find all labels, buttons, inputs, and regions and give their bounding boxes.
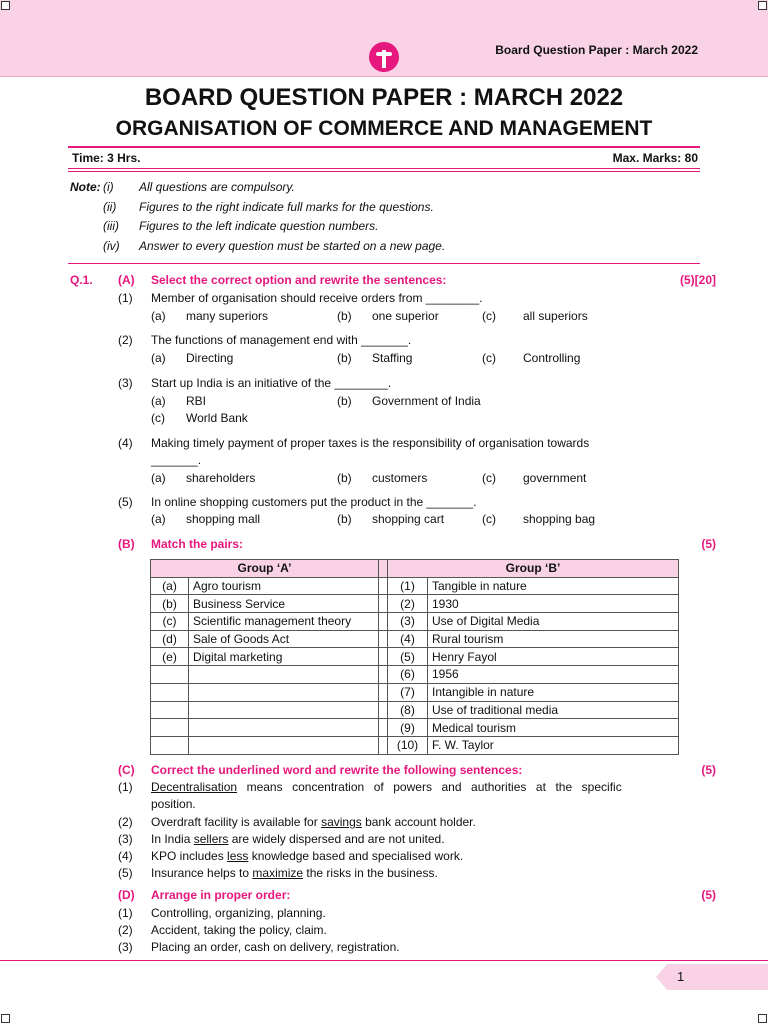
exam-meta: [72, 151, 698, 165]
item-text-rest: bank account holder.: [361, 815, 476, 829]
publisher-logo-icon: [369, 42, 399, 72]
table-cell: 1930: [428, 595, 679, 613]
crop-mark-icon: [1, 1, 10, 10]
table-row: [151, 666, 679, 684]
option-label: (c): [482, 351, 496, 365]
item-text: Start up India is an initiative of the ________.: [151, 376, 392, 390]
group-a-header: Group ‘A’: [151, 560, 379, 578]
spacer-cell: [379, 683, 388, 701]
page-number-tab: [656, 964, 768, 990]
table-row: [151, 648, 679, 666]
option-text: many superiors: [186, 309, 269, 323]
item-text: Placing an order, cash on delivery, registration.: [151, 940, 400, 954]
item-text: Accident, taking the policy, claim.: [151, 923, 327, 937]
table-cell: (b): [151, 595, 189, 613]
item-number: (2): [118, 923, 133, 937]
table-row: [151, 613, 679, 631]
item-number: (4): [118, 849, 133, 863]
spacer-cell: [379, 560, 388, 578]
option-text: government: [523, 471, 587, 485]
table-cell: Use of traditional media: [428, 701, 679, 719]
option-label: (c): [482, 471, 496, 485]
item-text: _______.: [151, 453, 202, 467]
table-cell: Henry Fayol: [428, 648, 679, 666]
table-cell: Digital marketing: [189, 648, 379, 666]
crop-mark-icon: [1, 1014, 10, 1023]
option-text: Controlling: [523, 351, 581, 365]
item-text-pre: KPO includes: [151, 849, 228, 863]
table-cell: Rural tourism: [428, 630, 679, 648]
section-label: (B): [118, 537, 135, 551]
item-number: (3): [118, 376, 133, 390]
section-title: Select the correct option and rewrite the sentences:: [151, 273, 447, 287]
option-label: (a): [151, 512, 166, 526]
option-text: Staffing: [372, 351, 413, 365]
option-text: Government of India: [372, 394, 481, 408]
spacer-cell: [379, 630, 388, 648]
note-number: (iv): [103, 238, 120, 253]
item-number: (4): [118, 436, 133, 450]
note-text: All questions are compulsory.: [139, 180, 295, 194]
table-cell: (5): [388, 648, 428, 666]
item-number: (1): [118, 291, 133, 305]
table-row: [151, 577, 679, 595]
item-text: [151, 832, 445, 846]
option-label: (c): [482, 309, 496, 323]
item-text-pre: Insurance helps to: [151, 866, 253, 880]
option-text: one superior: [372, 309, 439, 323]
item-text-pre: In India: [151, 832, 194, 846]
crop-mark-icon: [758, 1014, 767, 1023]
option-label: (c): [482, 512, 496, 526]
item-text-rest: knowledge based and specialised work.: [248, 849, 464, 863]
table-cell: (a): [151, 577, 189, 595]
table-cell: (e): [151, 648, 189, 666]
note-number: (i): [103, 180, 114, 194]
option-text: customers: [372, 471, 428, 485]
underlined-word: maximize: [252, 866, 304, 880]
group-b-header: Group ‘B’: [388, 560, 679, 578]
table-cell: (8): [388, 701, 428, 719]
spacer-cell: [379, 719, 388, 737]
item-text: Controlling, organizing, planning.: [151, 906, 326, 920]
max-marks-label: Max. Marks: 80: [612, 151, 698, 165]
table-cell: (c): [151, 613, 189, 631]
running-header: Board Question Paper : March 2022: [495, 43, 698, 57]
table-cell: Sale of Goods Act: [189, 630, 379, 648]
note-number: (ii): [103, 199, 117, 214]
table-cell: 1956: [428, 666, 679, 684]
item-number: (1): [118, 906, 133, 920]
section-marks: (5): [701, 763, 716, 777]
option-text: all superiors: [523, 309, 588, 323]
underlined-word: sellers: [193, 832, 229, 846]
item-text: [151, 866, 438, 880]
table-cell: (10): [388, 736, 428, 754]
footer-divider: [0, 960, 768, 961]
table-row: [151, 701, 679, 719]
underlined-word: savings: [321, 815, 362, 829]
section-label: (A): [118, 273, 135, 287]
table-row: [151, 736, 679, 754]
question-number: Q.1.: [70, 273, 93, 287]
table-cell: Tangible in nature: [428, 577, 679, 595]
table-cell: [151, 683, 189, 701]
divider: [68, 168, 700, 169]
item-number: (5): [118, 866, 133, 880]
match-table: [150, 559, 679, 755]
spacer-cell: [379, 595, 388, 613]
option-text: Directing: [186, 351, 234, 365]
table-cell: (4): [388, 630, 428, 648]
item-text-pre: Overdraft facility is available for: [151, 815, 322, 829]
spacer-cell: [379, 648, 388, 666]
table-cell: (1): [388, 577, 428, 595]
spacer-cell: [379, 701, 388, 719]
spacer-cell: [379, 577, 388, 595]
header-divider: [0, 76, 768, 77]
table-cell: Intangible in nature: [428, 683, 679, 701]
table-cell: [189, 683, 379, 701]
item-text-rest: are widely dispersed and are not united.: [228, 832, 445, 846]
item-number: (3): [118, 832, 133, 846]
note-label: Note:: [70, 180, 101, 194]
option-text: shopping mall: [186, 512, 261, 526]
divider: [68, 171, 700, 172]
item-text: The functions of management end with _______.: [151, 333, 412, 347]
item-text-rest: means concentration of powers and authorities at the specific: [237, 780, 622, 794]
section-title: Match the pairs:: [151, 537, 244, 551]
item-number: (2): [118, 333, 133, 347]
table-cell: Agro tourism: [189, 577, 379, 595]
item-text: In online shopping customers put the product in the _______.: [151, 495, 477, 509]
table-cell: Business Service: [189, 595, 379, 613]
item-text: Member of organisation should receive orders from ________.: [151, 291, 483, 305]
underlined-word: Decentralisation: [151, 780, 238, 794]
table-row: [151, 719, 679, 737]
option-label: (a): [151, 471, 166, 485]
item-text: Making timely payment of proper taxes is the responsibility of organisation towards: [151, 436, 590, 450]
table-cell: (7): [388, 683, 428, 701]
option-text: shopping cart: [372, 512, 445, 526]
option-label: (c): [151, 411, 165, 425]
option-label: (b): [337, 309, 352, 323]
table-cell: Scientific management theory: [189, 613, 379, 631]
underlined-word: less: [227, 849, 249, 863]
item-text: [151, 780, 622, 794]
section-label: (C): [118, 763, 135, 777]
option-label: (b): [337, 512, 352, 526]
note-number: (iii): [103, 219, 119, 233]
table-header-row: [151, 560, 679, 578]
section-title: Arrange in proper order:: [151, 888, 291, 902]
item-text-rest: the risks in the business.: [303, 866, 438, 880]
crop-mark-icon: [758, 1, 767, 10]
divider: [68, 146, 700, 148]
option-text: shopping bag: [523, 512, 596, 526]
page-title: BOARD QUESTION PAPER : MARCH 2022: [144, 84, 624, 111]
table-cell: [151, 666, 189, 684]
option-text: World Bank: [186, 411, 248, 425]
option-text: shareholders: [186, 471, 256, 485]
section-title: Correct the underlined word and rewrite the following sentences:: [151, 763, 523, 777]
table-cell: Use of Digital Media: [428, 613, 679, 631]
page-number: 1: [677, 969, 685, 984]
item-text: [151, 849, 463, 863]
option-label: (b): [337, 394, 352, 408]
option-label: (a): [151, 394, 166, 408]
time-label: Time: 3 Hrs.: [72, 151, 141, 165]
table-cell: F. W. Taylor: [428, 736, 679, 754]
table-cell: (9): [388, 719, 428, 737]
item-number: (3): [118, 940, 133, 954]
table-cell: [189, 736, 379, 754]
table-cell: Medical tourism: [428, 719, 679, 737]
table-row: [151, 683, 679, 701]
spacer-cell: [379, 666, 388, 684]
spacer-cell: [379, 736, 388, 754]
option-label: (b): [337, 351, 352, 365]
table-cell: [189, 701, 379, 719]
note-text: Figures to the left indicate question numbers.: [139, 219, 379, 233]
option-text: RBI: [186, 394, 207, 408]
table-row: [151, 630, 679, 648]
table-cell: [189, 719, 379, 737]
item-number: (1): [118, 780, 133, 794]
note-text: Figures to the right indicate full marks for the questions.: [139, 199, 434, 214]
item-number: (2): [118, 815, 133, 829]
table-cell: (3): [388, 613, 428, 631]
table-cell: [151, 719, 189, 737]
table-cell: (d): [151, 630, 189, 648]
item-text: position.: [151, 797, 196, 811]
divider: [68, 263, 700, 264]
option-label: (a): [151, 351, 166, 365]
section-marks: (5)[20]: [679, 273, 716, 287]
table-cell: (6): [388, 666, 428, 684]
spacer-cell: [379, 613, 388, 631]
item-text: [151, 815, 476, 829]
option-label: (a): [151, 309, 166, 323]
subject-title: ORGANISATION OF COMMERCE AND MANAGEMENT: [115, 117, 653, 140]
table-cell: (2): [388, 595, 428, 613]
item-number: (5): [118, 495, 133, 509]
table-cell: [151, 701, 189, 719]
table-cell: [189, 666, 379, 684]
table-row: [151, 595, 679, 613]
section-marks: (5): [701, 888, 716, 902]
section-marks: (5): [701, 537, 716, 551]
note-text: Answer to every question must be started on a new page.: [139, 238, 446, 253]
option-label: (b): [337, 471, 352, 485]
section-label: (D): [118, 888, 135, 902]
table-cell: [151, 736, 189, 754]
